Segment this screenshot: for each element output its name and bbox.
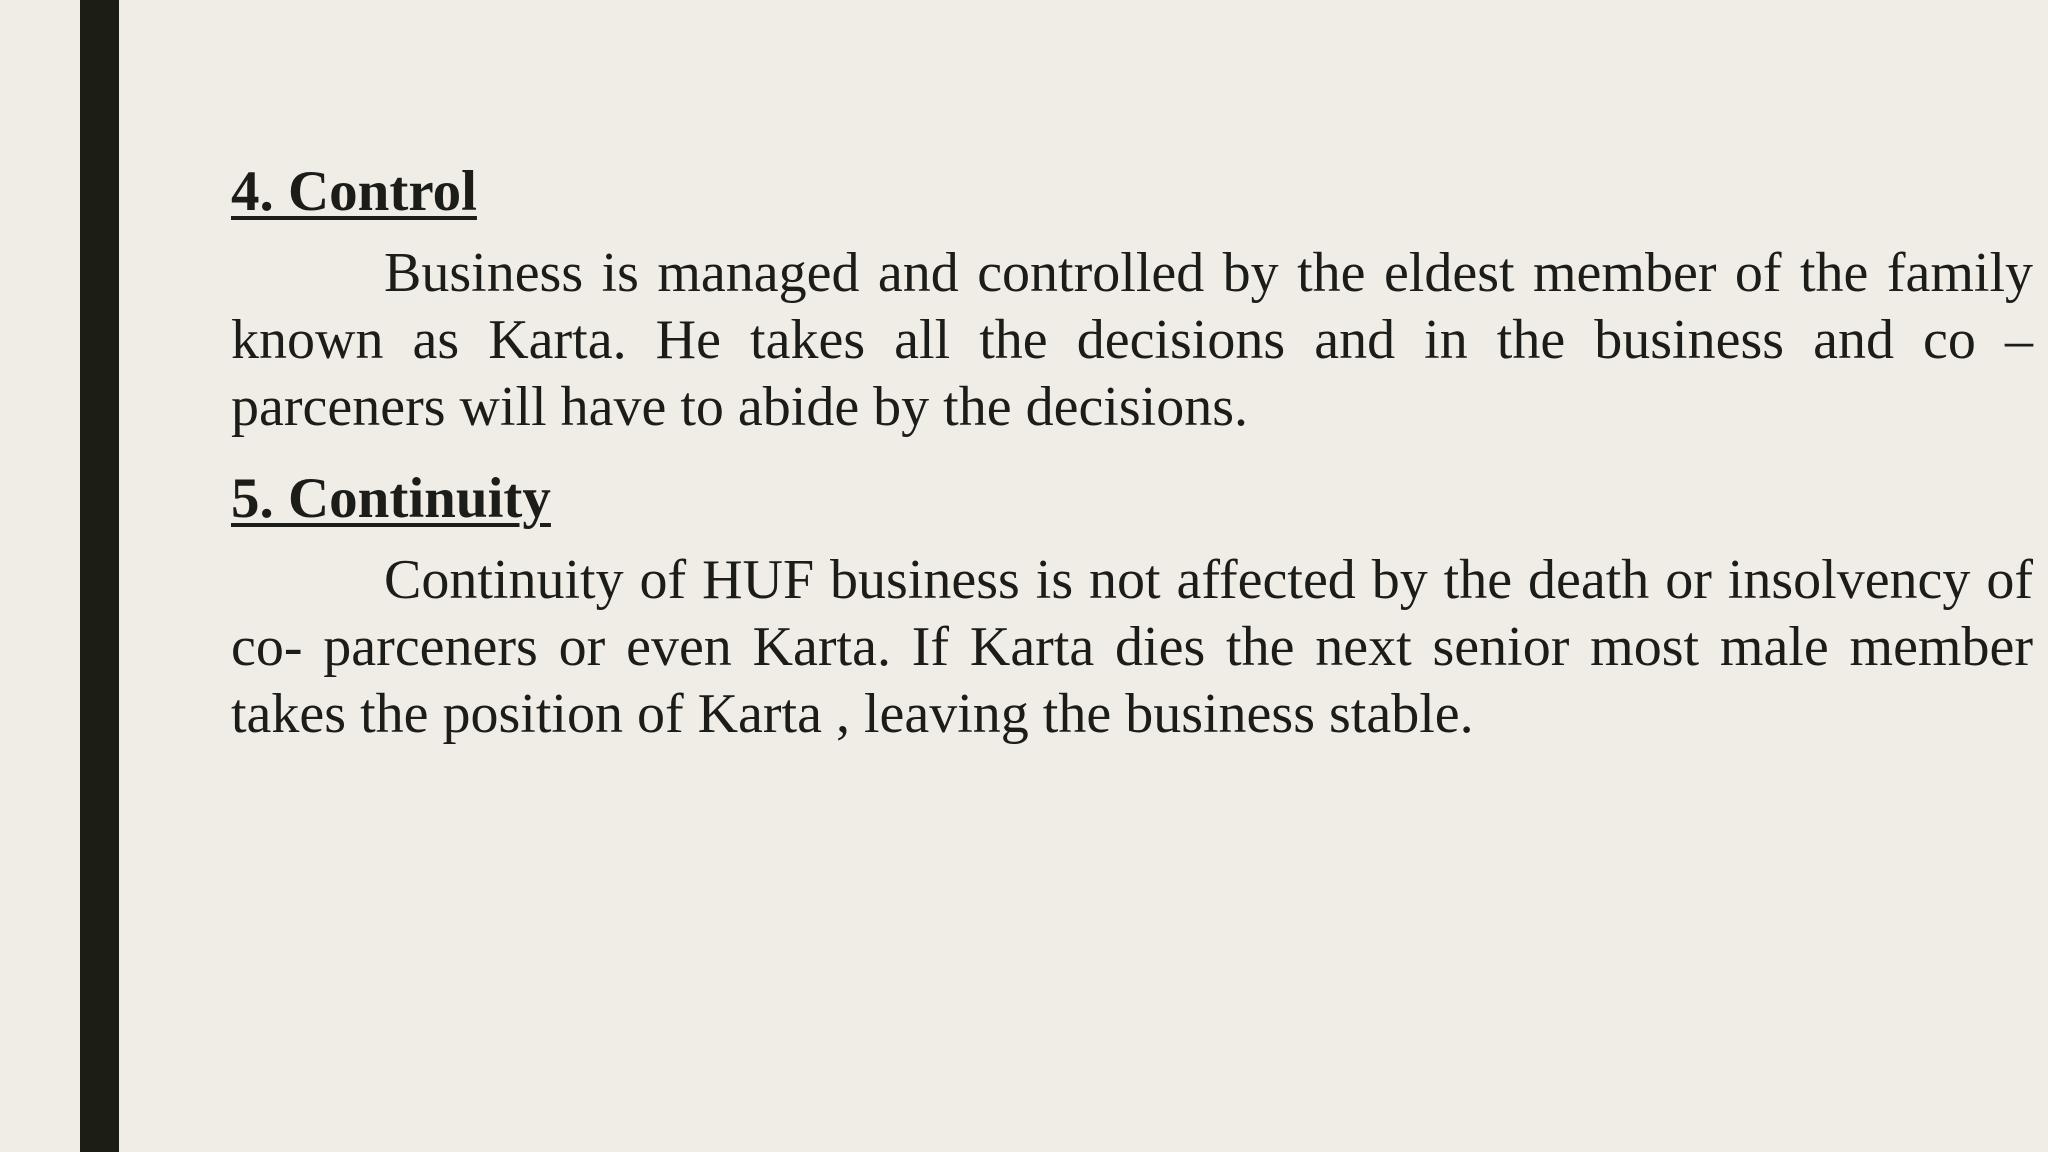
section-heading-continuity: 5. Continuity [231,467,551,530]
section-body-continuity: Continuity of HUF business is not affected by the death or insolvency of co- parceners or even Karta. If Karta dies the next senior most male member takes the position of Karta , leaving the business stable. [231,549,2033,745]
section-heading-control: 4. Control [231,160,477,223]
slide-content [231,156,2033,748]
section-body-control: Business is managed and controlled by the eldest member of the family known as Karta. He takes all the decisions and in the business and co – parceners will have to abide by the decisions. [231,242,2033,438]
accent-bar [80,0,119,1152]
